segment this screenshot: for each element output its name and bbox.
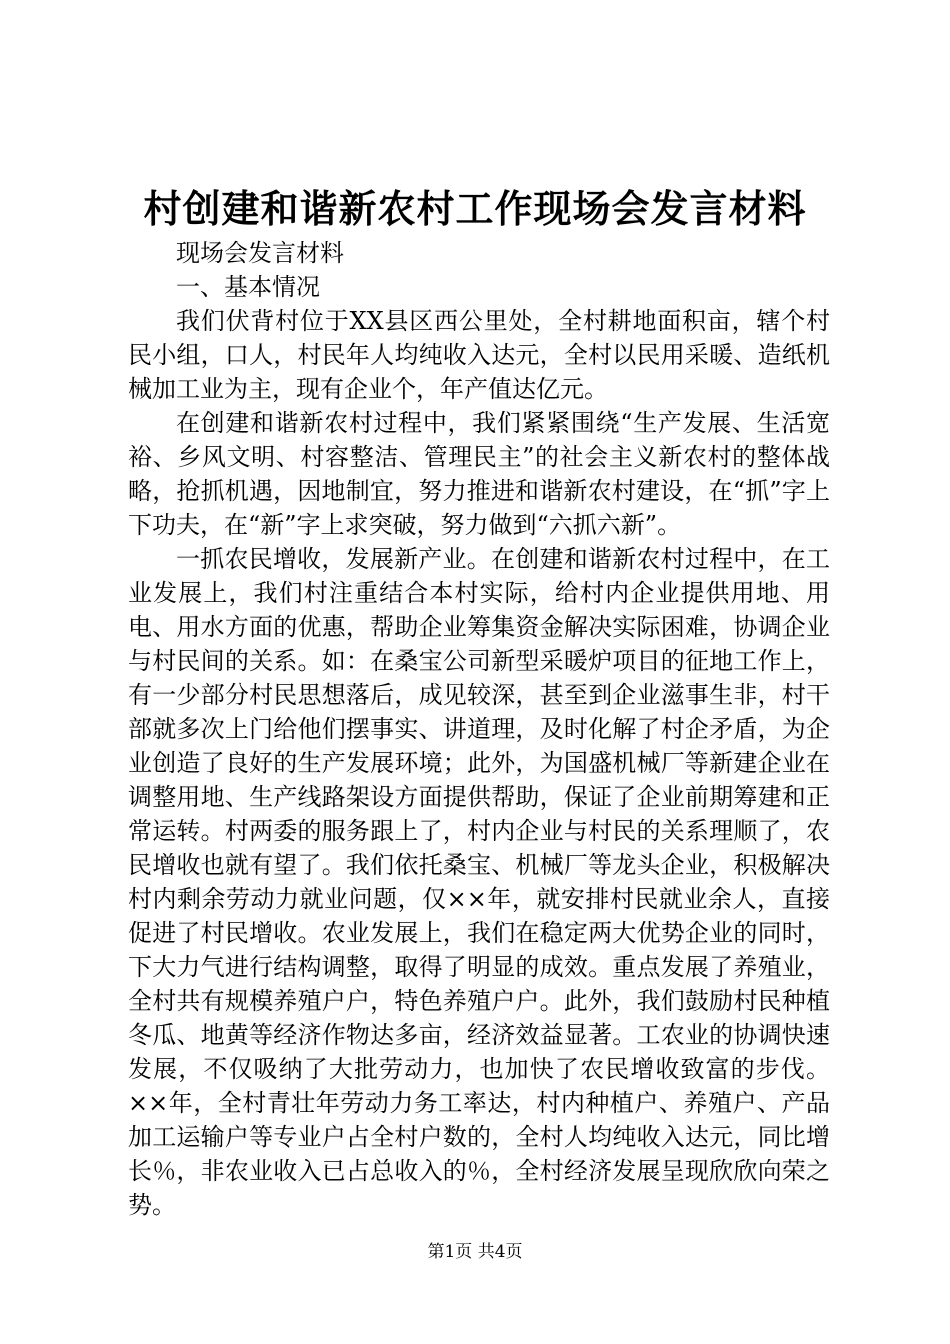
paragraph-section-heading: 一、基本情况 [176, 273, 320, 301]
paragraph-basic-info: 我们伏背村位于XX县区西公里处，全村耕地面积亩，辖个村民小组，口人，村民年人均纯收入达元，全村以民用采暖、造纸机械加工业为主，现有企业个，年产值达亿元。 [128, 307, 830, 403]
page-footer: 第1页 共4页 [427, 1242, 523, 1262]
paragraph-strategy: 在创建和谐新农村过程中，我们紧紧围绕“生产发展、生活宽裕、乡风文明、村容整洁、管理民主”的社会主义新农村的整体战略，抢抓机遇，因地制宜，努力推进和谐新农村建设，在“抓”字上下功夫，在“新”字上求突破，努力做到“六抓六新”。 [128, 409, 830, 539]
paragraph-subtitle: 现场会发言材料 [176, 239, 344, 267]
paragraph-income-growth: 一抓农民增收，发展新产业。在创建和谐新农村过程中，在工业发展上，我们村注重结合本村实际，给村内企业提供用地、用电、用水方面的优惠，帮助企业筹集资金解决实际困难，协调企业与村民间的关系。如：在桑宝公司新型采暖炉项目的征地工作上，有一少部分村民思想落后，成见较深，甚至到企业滋事生非，村干部就多次上门给他们摆事实、讲道理，及时化解了村企矛盾，为企业创造了良好的生产发展环境；此外，为国盛机械厂等新建企业在调整用地、生产线路架设方面提供帮助，保证了企业前期筹建和正常运转。村两委的服务跟上了，村内企业与村民的关系理顺了，农民增收也就有望了。我们依托桑宝、机械厂等龙头企业，积极解决村内剩余劳动力就业问题，仅××年，就安排村民就业余人，直接促进了村民增收。农业发展上，我们在稳定两大优势企业的同时，下大力气进行结构调整，取得了明显的成效。重点发展了养殖业，全村共有规模养殖户户，特色养殖户户。此外，我们鼓励村民种植冬瓜、地黄等经济作物达多亩，经济效益显著。工农业的协调快速发展，不仅吸纳了大批劳动力，也加快了农民增收致富的步伐。××年，全村青壮年劳动力务工率达，村内种植户、养殖户、产品加工运输户等专业户占全村户数的，全村人均纯收入达元，同比增长％，非农业收入已占总收入的％，全村经济发展呈现欣欣向荣之势。 [128, 545, 830, 1219]
document-title: 村创建和谐新农村工作现场会发言材料 [143, 186, 807, 231]
document-body [128, 236, 830, 1222]
